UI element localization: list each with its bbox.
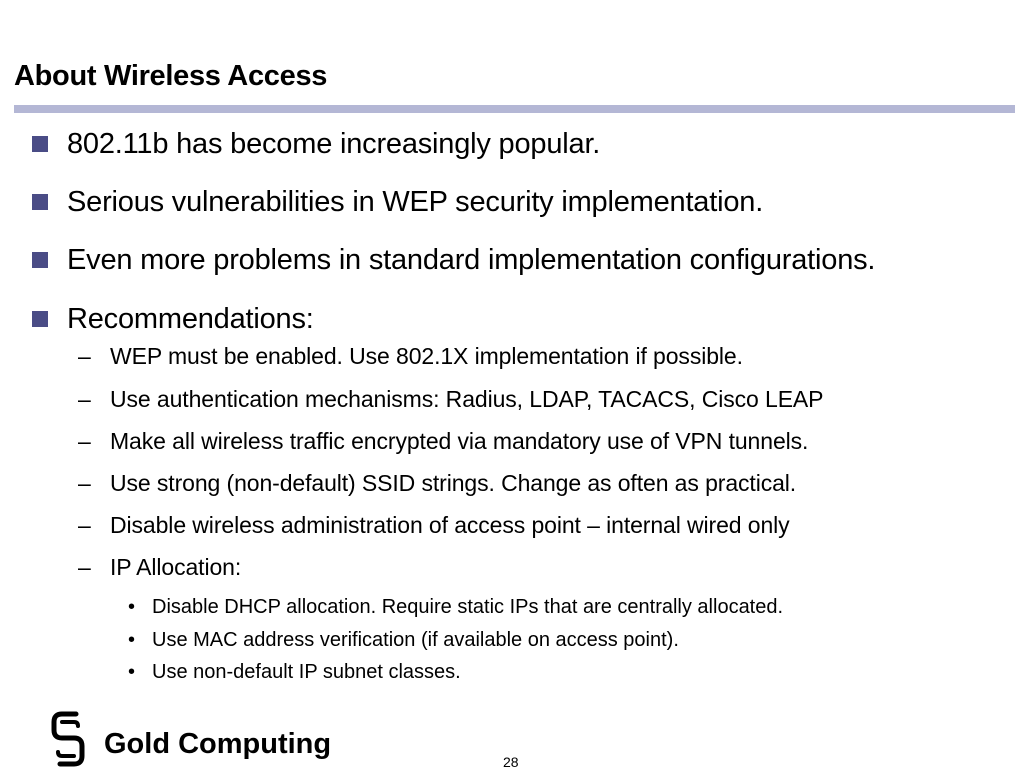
dash-marker: – bbox=[78, 385, 91, 412]
dash-marker: – bbox=[78, 469, 91, 496]
gold-computing-logo-icon bbox=[48, 710, 88, 768]
dash-marker: – bbox=[78, 553, 91, 580]
sub-bullet-item bbox=[78, 469, 796, 497]
page-number: 28 bbox=[503, 754, 519, 770]
sub-sub-bullet-item bbox=[128, 628, 679, 652]
slide-title: About Wireless Access bbox=[14, 60, 328, 92]
dot-marker: • bbox=[128, 628, 136, 651]
sub-bullet-text: IP Allocation: bbox=[110, 553, 242, 580]
sub-sub-bullet-text: Use MAC address verification (if available on access point). bbox=[152, 628, 679, 651]
dash-marker: – bbox=[78, 427, 91, 454]
sub-bullet-item bbox=[78, 385, 823, 413]
sub-bullet-text: WEP must be enabled. Use 802.1X implementation if possible. bbox=[110, 342, 743, 369]
sub-sub-bullet-item bbox=[128, 595, 783, 619]
bullet-item bbox=[32, 185, 763, 219]
sub-bullet-item bbox=[78, 553, 241, 581]
dot-marker: • bbox=[128, 660, 136, 683]
bullet-item bbox=[32, 302, 314, 336]
dash-marker: – bbox=[78, 342, 91, 369]
title-rule bbox=[14, 105, 1015, 113]
square-bullet-icon bbox=[32, 136, 48, 152]
bullet-text: 802.11b has become increasingly popular. bbox=[67, 127, 601, 160]
sub-sub-bullet-text: Use non-default IP subnet classes. bbox=[152, 660, 461, 683]
bullet-text: Serious vulnerabilities in WEP security implementation. bbox=[67, 185, 764, 218]
sub-bullet-text: Make all wireless traffic encrypted via mandatory use of VPN tunnels. bbox=[110, 427, 809, 454]
sub-bullet-text: Use authentication mechanisms: Radius, LDAP, TACACS, Cisco LEAP bbox=[110, 385, 824, 412]
sub-bullet-text: Disable wireless administration of access point – internal wired only bbox=[110, 511, 790, 538]
dot-marker: • bbox=[128, 595, 136, 618]
sub-sub-bullet-text: Disable DHCP allocation. Require static IPs that are centrally allocated. bbox=[152, 595, 784, 618]
company-name: Gold Computing bbox=[104, 728, 332, 760]
sub-bullet-item bbox=[78, 427, 808, 455]
dash-marker: – bbox=[78, 511, 91, 538]
bullet-text: Even more problems in standard implementation configurations. bbox=[67, 243, 876, 276]
sub-bullet-item bbox=[78, 342, 743, 370]
sub-bullet-text: Use strong (non-default) SSID strings. Change as often as practical. bbox=[110, 469, 797, 496]
sub-sub-bullet-item bbox=[128, 660, 461, 684]
bullet-item bbox=[32, 243, 875, 277]
square-bullet-icon bbox=[32, 311, 48, 327]
bullet-text: Recommendations: bbox=[67, 302, 314, 335]
square-bullet-icon bbox=[32, 252, 48, 268]
bullet-item bbox=[32, 127, 600, 161]
square-bullet-icon bbox=[32, 194, 48, 210]
sub-bullet-item bbox=[78, 511, 790, 539]
